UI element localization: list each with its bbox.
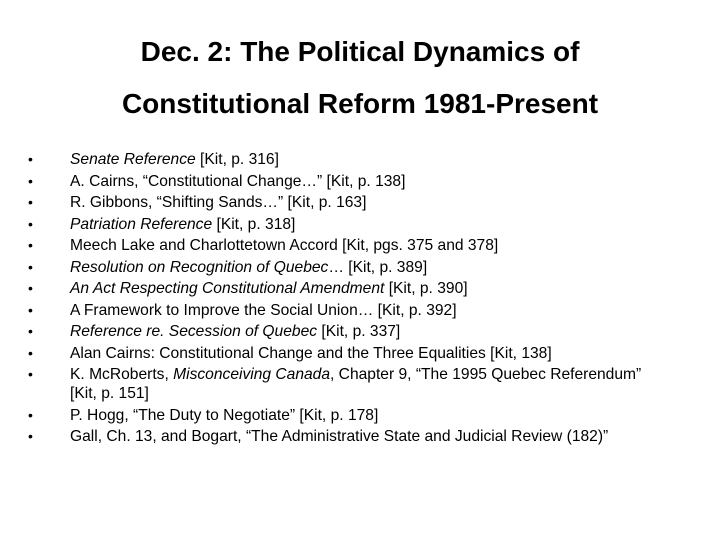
- bullet-icon: •: [28, 323, 33, 339]
- item-text: A Framework to Improve the Social Union… [Kit, p. 392]: [70, 301, 457, 319]
- bullet-icon: •: [28, 406, 33, 423]
- item-text: [Kit, p. 337]: [317, 323, 401, 340]
- list-item: [28, 301, 668, 320]
- bullet-icon: •: [28, 237, 33, 253]
- slide-title: [60, 26, 660, 130]
- item-title-italic: Reference re. Secession of Quebec: [70, 323, 318, 340]
- item-text: Alan Cairns: Constitutional Change and the Three Equalities [Kit, 138]: [70, 344, 552, 362]
- list-item: [28, 172, 668, 191]
- bullet-icon: •: [28, 172, 33, 189]
- list-item: [28, 427, 668, 446]
- item-text: , Chapter 9, “The 1995 Quebec Referendum” [Kit, p. 151]: [70, 366, 642, 402]
- bullet-icon: •: [28, 258, 33, 275]
- list-item: [28, 406, 668, 425]
- item-title-italic: Misconceiving Canada: [173, 366, 331, 383]
- list-item: [28, 344, 668, 363]
- item-text: P. Hogg, “The Duty to Negotiate” [Kit, p. 178]: [70, 406, 379, 424]
- slide-title-line-1: Dec. 2: The Political Dynamics of: [140, 36, 580, 67]
- item-text: … [Kit, p. 389]: [328, 258, 428, 276]
- item-text: Gall, Ch. 13, and Bogart, “The Administrative State and Judicial Review (182)”: [70, 428, 609, 445]
- item-text: R. Gibbons, “Shifting Sands…” [Kit, p. 163]: [70, 194, 367, 211]
- item-title-italic: Senate Reference: [70, 151, 196, 168]
- list-item: [28, 279, 668, 298]
- list-item: [28, 193, 668, 212]
- reading-list: [28, 150, 668, 449]
- bullet-icon: •: [28, 151, 33, 167]
- item-text: [Kit, p. 316]: [195, 151, 279, 168]
- item-title-italic: An Act Respecting Constitutional Amendment: [70, 280, 385, 297]
- bullet-icon: •: [28, 366, 33, 382]
- item-title-italic: Patriation Reference: [70, 215, 213, 233]
- list-item: [28, 150, 668, 169]
- item-text: [Kit, p. 318]: [212, 215, 296, 233]
- bullet-icon: •: [28, 194, 33, 210]
- list-item: [28, 258, 668, 277]
- list-item: [28, 322, 668, 341]
- bullet-icon: •: [28, 215, 33, 232]
- item-text: [Kit, p. 390]: [384, 280, 468, 297]
- bullet-icon: •: [28, 428, 33, 444]
- bullet-icon: •: [28, 344, 33, 361]
- item-title-italic: Resolution on Recognition of Quebec: [70, 258, 329, 276]
- list-item: [28, 215, 668, 234]
- bullet-icon: •: [28, 301, 33, 318]
- bullet-icon: •: [28, 280, 33, 296]
- slide-title-line-2: Constitutional Reform 1981-Present: [121, 88, 599, 119]
- item-text: K. McRoberts,: [70, 366, 174, 383]
- list-item: [28, 365, 668, 403]
- item-text: Meech Lake and Charlottetown Accord [Kit, pgs. 375 and 378]: [70, 237, 499, 254]
- list-item: [28, 236, 668, 255]
- item-text: A. Cairns, “Constitutional Change…” [Kit, p. 138]: [70, 172, 406, 190]
